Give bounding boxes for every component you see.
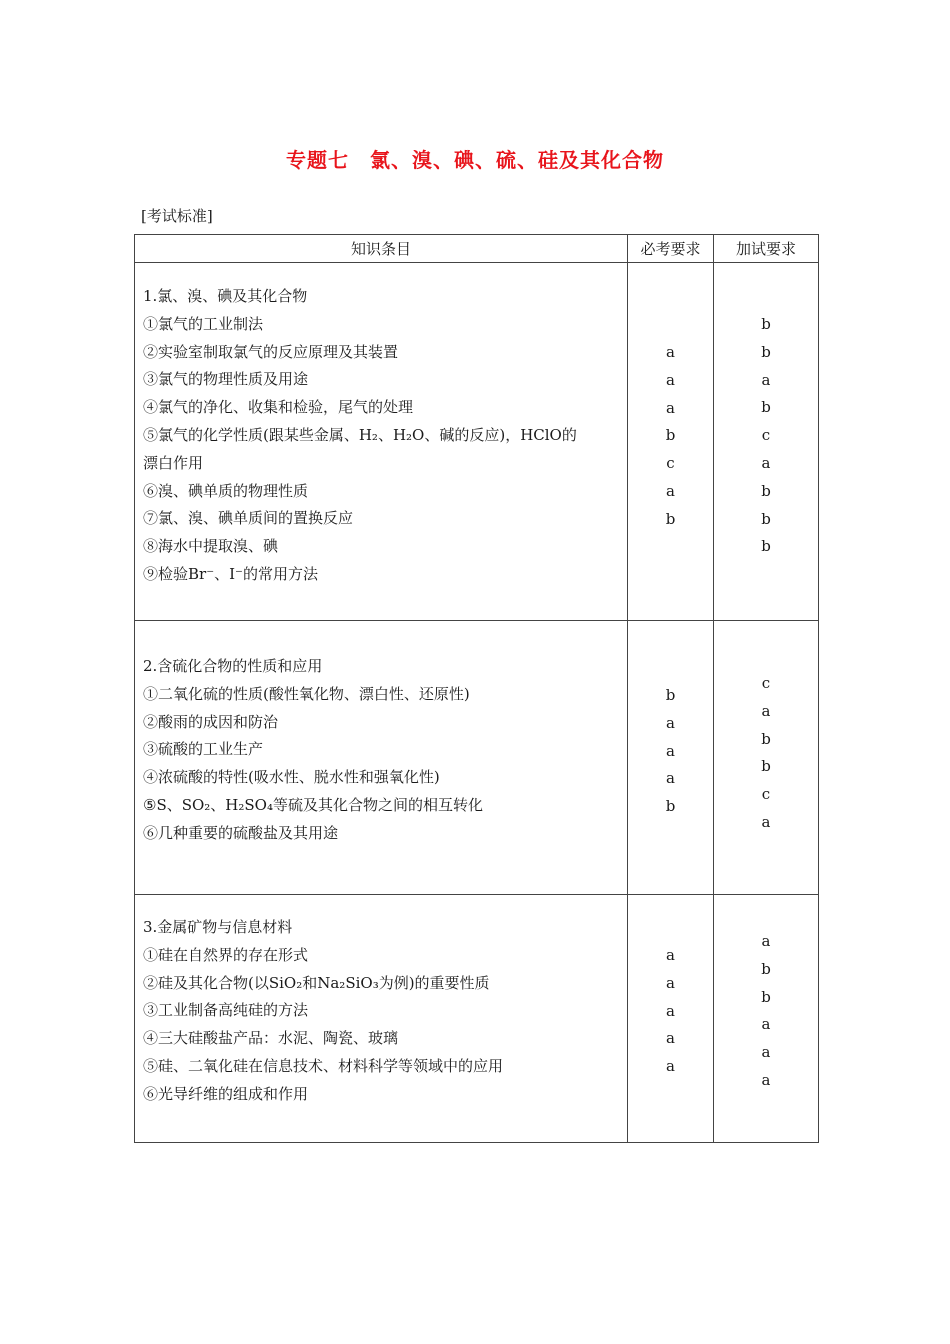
grade-cell: b [761,537,771,556]
item-2-5: ⑤S、SO₂、H₂SO₄等硫及其化合物之间的相互转化 [143,795,483,814]
grade-cell: a [666,343,675,361]
grade-cell: c [761,674,771,692]
section-row-1 [135,263,819,621]
item-2-1: ①二氧化硫的性质(酸性氧化物、漂白性、还原性) [143,684,470,703]
grade-cell: a [761,1070,771,1089]
header-knowledge: 知识条目 [135,235,628,263]
grade-cell: b [665,686,676,704]
grade-cell: a [666,741,675,760]
section-1-extra [714,263,819,621]
header-required: 必考要求 [628,235,714,263]
grade-cell: b [761,315,771,333]
standards-table [134,234,819,1143]
grade-cell: a [761,1043,771,1062]
page-title: 专题七 氯、溴、碘、硫、硅及其化合物 [286,148,664,172]
section-2-knowledge [135,621,628,895]
grade-cell: a [761,701,771,720]
grade-cell: b [665,797,676,816]
grade-cell: c [666,454,675,473]
item-3-1: ①硅在自然界的存在形式 [143,945,309,964]
grade-cell: a [666,1001,675,1020]
grade-cell: a [761,932,771,950]
grade-cell: a [666,946,675,964]
section-1-required [628,263,714,621]
item-1-2: ②实验室制取氯气的反应原理及其装置 [143,342,399,361]
item-1-3: ③氯气的物理性质及用途 [143,370,309,389]
item-1-6: ⑥溴、碘单质的物理性质 [143,481,309,500]
item-1-1: ①氯气的工业制法 [143,314,264,333]
section-2-extra [714,621,819,895]
item-3-6: ⑥光导纤维的组成和作用 [143,1084,309,1103]
grade-cell: b [761,481,771,500]
item-1-8: ⑧海水中提取溴、碘 [143,537,279,556]
exam-standard-label: [考试标准] [141,207,213,225]
section-3-extra [714,895,819,1143]
header-extra: 加试要求 [714,235,819,263]
grade-cell: b [761,959,771,978]
item-2-4: ④浓硫酸的特性(吸水性、脱水性和强氧化性) [143,768,440,787]
grade-cell: a [666,769,675,788]
grade-cell: a [666,973,675,992]
section-1-heading: 1.氯、溴、碘及其化合物 [143,287,308,305]
grade-cell: b [761,729,771,748]
section-2-required [628,621,714,895]
grade-cell: b [761,342,771,361]
grade-cell: a [666,1057,675,1076]
item-3-3: ③工业制备高纯硅的方法 [143,1001,309,1020]
grade-cell: a [666,713,675,732]
grade-cell: a [761,370,771,389]
section-1-knowledge [135,263,628,621]
section-3-knowledge [135,895,628,1143]
grade-cell: c [761,426,771,445]
item-1-4: ④氯气的净化、收集和检验，尾气的处理 [143,398,414,417]
grade-cell: a [666,370,675,389]
grade-cell: b [761,987,771,1006]
item-2-2: ②酸雨的成因和防治 [143,712,279,731]
grade-cell: a [666,481,675,500]
item-1-5b: 漂白作用 [143,453,204,472]
grade-cell: b [761,757,771,776]
grade-cell: b [761,398,771,417]
section-2-heading: 2.含硫化合物的性质和应用 [143,657,323,675]
grade-cell: b [665,426,676,445]
item-3-5: ⑤硅、二氧化硅在信息技术、材料科学等领域中的应用 [143,1056,504,1075]
item-3-2: ②硅及其化合物(以SiO₂和Na₂SiO₃为例)的重要性质 [143,973,490,992]
item-2-6: ⑥几种重要的硫酸盐及其用途 [143,823,339,842]
grade-cell: b [761,509,771,528]
grade-cell: c [761,785,771,804]
grade-cell: a [761,1015,771,1034]
section-row-3 [135,895,819,1143]
section-3-required [628,895,714,1143]
item-1-5: ⑤氯气的化学性质(跟某些金属、H₂、H₂O、碱的反应)，HClO的 [143,425,577,444]
grade-cell: a [761,453,771,472]
item-1-9: ⑨检验Br⁻、I⁻的常用方法 [143,564,318,583]
grade-cell: a [666,1029,675,1048]
grade-cell: a [761,812,771,831]
header-row [135,235,819,263]
item-2-3: ③硫酸的工业生产 [143,740,264,759]
grade-cell: b [665,509,676,528]
item-1-7: ⑦氯、溴、碘单质间的置换反应 [143,509,354,528]
section-row-2 [135,621,819,895]
item-3-4: ④三大硅酸盐产品：水泥、陶瓷、玻璃 [143,1029,399,1048]
section-3-heading: 3.金属矿物与信息材料 [143,918,293,936]
grade-cell: a [666,398,675,417]
